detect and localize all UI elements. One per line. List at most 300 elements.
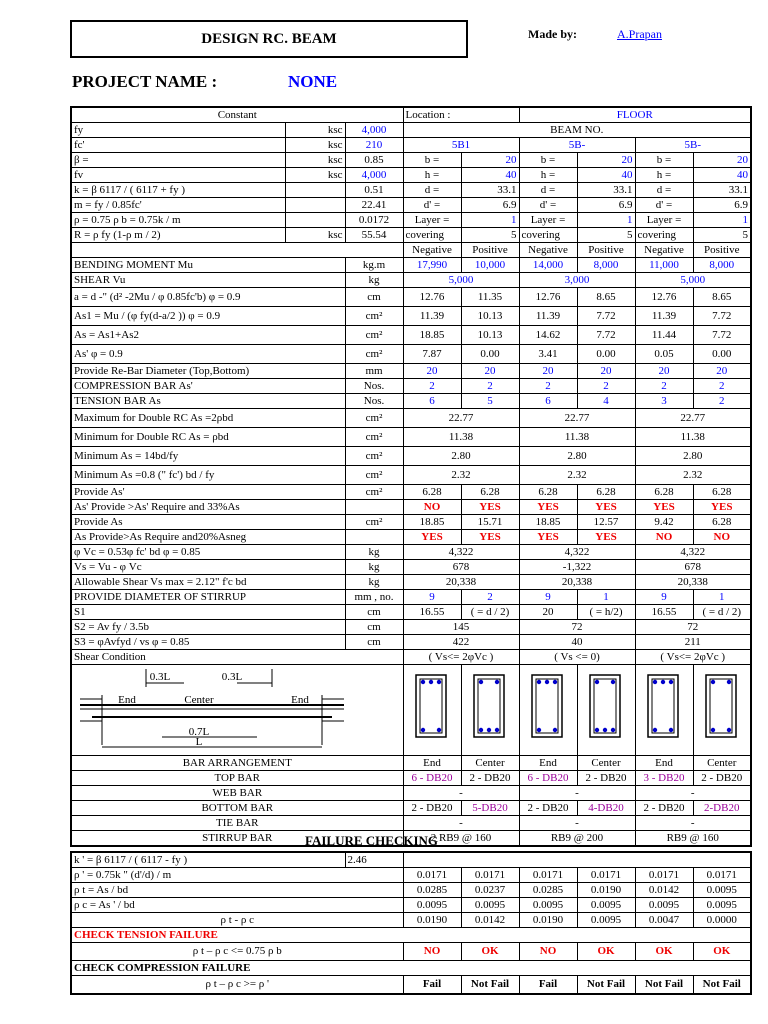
rebar-dot [611,728,615,732]
failure-value: 0.0095 [693,898,751,913]
failure-value: 0.0047 [635,913,693,928]
arrangement-value: - [403,786,519,801]
constant-value: 55.54 [345,228,403,243]
design-value: 6 [519,394,577,409]
dim-label: h = [403,168,461,183]
rebar-dot [421,728,425,732]
dim-value: 20 [461,153,519,168]
tension-value: NO [403,943,461,961]
rebar-dot [669,728,673,732]
design-value: 11.39 [519,307,577,326]
failure-label: ρ ' = 0.75k " (d'/d) / m [71,868,403,883]
design-value: 5 [461,394,519,409]
s1-value: ( = d / 2) [693,605,751,620]
failure-value: 0.0285 [519,883,577,898]
dim-value: 33.1 [577,183,635,198]
failure-value: 0.0171 [693,868,751,883]
shear-condition-value: ( Vs <= 0) [519,650,635,665]
rebar-dot [537,680,541,684]
design-label: TENSION BAR As [71,394,345,409]
s3-value: 422 [403,635,519,650]
dim-value: 40 [461,168,519,183]
design-value: 6 [403,394,461,409]
failure-label: ρ c = As ' / bd [71,898,403,913]
dim-value: 40 [577,168,635,183]
constant-unit: ksc [285,228,345,243]
constant-label: k = β 6117 / ( 6117 + fy ) [71,183,285,198]
rebar-dot [669,680,673,684]
design-unit: cm [345,288,403,307]
rebar-dot [611,680,615,684]
moment-value: 17,990 [403,258,461,273]
failure-value: 0.0171 [635,868,693,883]
dim-label: d = [519,183,577,198]
design-value: 20 [693,364,751,379]
constant-value: 4,000 [345,168,403,183]
comp-value: Not Fail [461,976,519,994]
k-prime-row [71,852,751,868]
provide_as-value: 15.71 [461,515,519,530]
constant-label: ρ = 0.75 ρ b = 0.75k / m [71,213,285,228]
shear-check-label: Allowable Shear Vs max = 2.12" f'c bd [71,575,345,590]
stirrup-row [71,590,751,605]
provide_as-unit: cm² [345,515,403,530]
check_asp-value: YES [693,500,751,515]
design-value: 20 [635,364,693,379]
tension-title: CHECK TENSION FAILURE [71,928,751,943]
shear-check-value: 20,338 [519,575,635,590]
design-unit: cm² [345,307,403,326]
s2-value: 145 [403,620,519,635]
shear-value: 3,000 [519,273,635,288]
dim-value: 6.9 [693,198,751,213]
limit-value: 2.32 [635,466,751,485]
comp-value: Not Fail [577,976,635,994]
provide_as-value: 18.85 [519,515,577,530]
diagram-row [71,665,751,756]
dim-value: 5 [461,228,519,243]
check_asp-value: NO [403,500,461,515]
failure-value: 0.0190 [577,883,635,898]
design-label: As1 = Mu / (φ fy(d-a/2 )) φ = 0.9 [71,307,345,326]
design-value: 7.72 [693,307,751,326]
design-value: 2 [403,379,461,394]
stirrup-outline [652,679,674,733]
negative-label: Negative [635,243,693,258]
rebar-dot [553,680,557,684]
dim-label: d = [635,183,693,198]
tension-value: OK [577,943,635,961]
arrangement-label: BOTTOM BAR [71,801,403,816]
stirrup-outline [420,679,442,733]
check_as-value: YES [403,530,461,545]
stirrup-outline [710,679,732,733]
design-value: 20 [577,364,635,379]
shear-check-unit: kg [345,575,403,590]
provide_asp-value: 6.28 [461,485,519,500]
limit-unit: cm² [345,409,403,428]
s3-value: 211 [635,635,751,650]
rebar-dot [537,728,541,732]
rebar-dot [421,680,425,684]
comp-value: Fail [519,976,577,994]
shear-condition-label: Shear Condition [71,650,403,665]
constant-unit: ksc [285,153,345,168]
negative-label: Negative [403,243,461,258]
stirrup-value: 1 [577,590,635,605]
s1-unit: cm [345,605,403,620]
diagram-label: 0.7L [188,726,210,738]
diagram-label: 0.3L [149,671,171,683]
design-row [71,394,751,409]
limit-label: Maximum for Double RC As =2ρbd [71,409,345,428]
arrangement-col: End [635,756,693,771]
beam-section-icon [404,665,460,751]
shear-check-value: 678 [403,560,519,575]
arrangement-value: 6 - DB20 [519,771,577,786]
failure-value: 0.0095 [403,898,461,913]
project-name: NONE [288,72,338,91]
moment-label: BENDING MOMENT Mu [71,258,345,273]
design-row [71,307,751,326]
rebar-dot [595,680,599,684]
check_as-label: As Provide>As Require and20%Asneg [71,530,345,545]
limit-unit: cm² [345,428,403,447]
failure-value: 0.0285 [403,883,461,898]
dim-label: d = [403,183,461,198]
rebar-dot [595,728,599,732]
constant-unit [285,198,345,213]
failure-value: 0.0237 [461,883,519,898]
design-table [70,106,752,847]
moment-unit: kg.m [345,258,403,273]
arrangement-value: 2 - DB20 [693,771,751,786]
dim-value: 33.1 [461,183,519,198]
dim-value: 5 [693,228,751,243]
location-label: Location : [403,107,519,123]
check_asp-value: YES [577,500,635,515]
dim-label: covering [403,228,461,243]
design-value: 12.76 [635,288,693,307]
beam-section-icon [694,665,750,751]
dim-value: 1 [693,213,751,228]
s1-value: 16.55 [635,605,693,620]
shear-check-value: 4,322 [519,545,635,560]
failure-value: 0.0000 [693,913,751,928]
constant-value: 4,000 [345,123,403,138]
failure-row [71,913,751,928]
limit-label: Minimum As =0.8 (" fc') bd / fy [71,466,345,485]
s3-value: 40 [519,635,635,650]
arrangement-label: TIE BAR [71,816,403,831]
s2-value: 72 [635,620,751,635]
design-value: 14.62 [519,326,577,345]
design-value: 18.85 [403,326,461,345]
s3-row [71,635,751,650]
failure-row [71,868,751,883]
failure-table [70,851,752,995]
shear-label: SHEAR Vu [71,273,345,288]
moment-value: 8,000 [693,258,751,273]
design-value: 11.35 [461,288,519,307]
moment-row [71,258,751,273]
check_asp-value: YES [519,500,577,515]
negative-label: Negative [519,243,577,258]
s1-row [71,605,751,620]
moment-value: 11,000 [635,258,693,273]
shear-check-value: -1,322 [519,560,635,575]
design-row [71,345,751,364]
design-value: 3 [635,394,693,409]
design-value: 0.05 [635,345,693,364]
author-link[interactable]: A.Prapan [617,27,662,41]
shear-check-row [71,575,751,590]
check_as-value: NO [693,530,751,545]
constant-unit [285,183,345,198]
provide_as-value: 9.42 [635,515,693,530]
constant-row [71,213,751,228]
dim-value: 20 [693,153,751,168]
rebar-dot [437,680,441,684]
arrangement-value: 2 - DB20 [461,771,519,786]
limit-value: 2.80 [403,447,519,466]
tension-value: OK [693,943,751,961]
provide_asp-value: 6.28 [693,485,751,500]
limit-label: Minimum As = 14bd/fy [71,447,345,466]
design-value: 11.39 [635,307,693,326]
design-value: 0.00 [577,345,635,364]
design-label: COMPRESSION BAR As' [71,379,345,394]
stirrup-label: PROVIDE DIAMETER OF STIRRUP [71,590,345,605]
k-prime-value: 2.46 [345,852,403,868]
design-unit: Nos. [345,394,403,409]
blank [403,852,751,868]
constant-value: 0.0172 [345,213,403,228]
shear-condition-row [71,650,751,665]
project-label: PROJECT NAME : [72,72,218,91]
s1-value: 20 [519,605,577,620]
arrangement-value: 2 - DB20 [519,801,577,816]
check_asp-label: As' Provide >As' Require and 33%As [71,500,345,515]
shear-check-value: 4,322 [635,545,751,560]
constant-value: 22.41 [345,198,403,213]
limit-row [71,447,751,466]
location-value: FLOOR [519,107,751,123]
check_asp-unit [345,500,403,515]
dim-value: 1 [577,213,635,228]
dim-label: h = [519,168,577,183]
dim-value: 6.9 [461,198,519,213]
design-row [71,326,751,345]
dim-label: d' = [635,198,693,213]
failure-value: 0.0190 [519,913,577,928]
design-value: 20 [403,364,461,379]
arrangement-col: End [519,756,577,771]
constant-header-row [71,107,751,123]
positive-label: Positive [577,243,635,258]
constant-label: R = ρ fy (1-ρ m / 2) [71,228,285,243]
comp-value: Not Fail [693,976,751,994]
dim-label: Layer = [403,213,461,228]
provide_as-value: 6.28 [693,515,751,530]
arrangement-value: RB9 @ 160 [635,831,751,847]
constant-header: Constant [71,107,403,123]
design-row [71,379,751,394]
dim-value: 6.9 [577,198,635,213]
shear-condition-value: ( Vs<= 2φVc ) [403,650,519,665]
dim-value: 40 [693,168,751,183]
arrangement-value: 2 - DB20 [635,801,693,816]
limit-label: Minimum for Double RC As = ρbd [71,428,345,447]
constant-row [71,153,751,168]
design-value: 20 [461,364,519,379]
comp-title: CHECK COMPRESSION FAILURE [71,961,751,976]
shear-check-row [71,545,751,560]
failure-label: ρ t = As / bd [71,883,403,898]
arrangement-value: - [519,786,635,801]
tension-label: ρ t – ρ c <= 0.75 ρ b [71,943,403,961]
made-by-label: Made by: [528,27,577,41]
constant-unit: ksc [285,168,345,183]
tension-value: OK [635,943,693,961]
page-title: DESIGN RC. BEAM [70,20,468,58]
arrangement-label: WEB BAR [71,786,403,801]
limit-value: 2.32 [519,466,635,485]
rebar-dot [653,680,657,684]
provide_asp-value: 6.28 [519,485,577,500]
constant-label: fc' [71,138,285,153]
shear-unit: kg [345,273,403,288]
neg-pos-row [71,243,751,258]
arrangement-value: 6 - DB20 [403,771,461,786]
design-value: 0.00 [693,345,751,364]
stirrup-value: 9 [403,590,461,605]
design-value: 3.41 [519,345,577,364]
rebar-dot [487,728,491,732]
limit-value: 11.38 [635,428,751,447]
positive-label: Positive [461,243,519,258]
dim-label: d' = [519,198,577,213]
failure-value: 0.0142 [635,883,693,898]
limit-value: 22.77 [519,409,635,428]
dim-label: b = [403,153,461,168]
design-value: 10.13 [461,326,519,345]
dim-label: h = [635,168,693,183]
shear-check-value: 20,338 [635,575,751,590]
constant-label: m = fy / 0.85fc' [71,198,285,213]
design-value: 2 [693,394,751,409]
failure-value: 0.0095 [461,898,519,913]
check_as-value: YES [577,530,635,545]
check_as-value: YES [461,530,519,545]
section-drawing-cell [635,665,693,756]
shear-check-value: 4,322 [403,545,519,560]
limit-value: 2.80 [635,447,751,466]
check_as-row [71,530,751,545]
diagram-label: 0.3L [221,671,243,683]
limit-value: 11.38 [403,428,519,447]
provide_as-row [71,515,751,530]
arrangement-value: - [635,816,751,831]
design-unit: mm [345,364,403,379]
arrangement-col: Center [461,756,519,771]
provide_asp-value: 6.28 [577,485,635,500]
arrangement-label: STIRRUP BAR [71,831,403,847]
provide_asp-value: 6.28 [403,485,461,500]
section-drawing-cell [577,665,635,756]
stirrup-value: 1 [693,590,751,605]
failure-value: 0.0095 [577,898,635,913]
stirrup-value: 9 [519,590,577,605]
design-value: 11.39 [403,307,461,326]
arrangement-value: 2 - DB20 [403,801,461,816]
stirrup-value: 9 [635,590,693,605]
positive-label: Positive [693,243,751,258]
s2-label: S2 = Av fy / 3.5b [71,620,345,635]
design-value: 4 [577,394,635,409]
constant-row [71,123,751,138]
beam-name: 5B1 [403,138,519,153]
limit-unit: cm² [345,466,403,485]
s3-unit: cm [345,635,403,650]
check_asp-value: YES [635,500,693,515]
constant-value: 210 [345,138,403,153]
check_as-unit [345,530,403,545]
dim-label: covering [635,228,693,243]
diagram-label: Center [184,694,214,706]
dim-label: covering [519,228,577,243]
arrangement-value: 2 - DB20 [577,771,635,786]
comp-value: Not Fail [635,976,693,994]
provide_as-value: 18.85 [403,515,461,530]
dim-value: 5 [577,228,635,243]
design-value: 12.76 [403,288,461,307]
dim-value: 33.1 [693,183,751,198]
limit-value: 22.77 [635,409,751,428]
check_asp-row [71,500,751,515]
limit-value: 2.32 [403,466,519,485]
design-row [71,288,751,307]
provide_as-label: Provide As [71,515,345,530]
dim-label: Layer = [635,213,693,228]
design-value: 0.00 [461,345,519,364]
section-drawing-cell [693,665,751,756]
s1-value: ( = d / 2) [461,605,519,620]
limit-row [71,428,751,447]
constant-row [71,168,751,183]
constant-unit: ksc [285,123,345,138]
design-value: 12.76 [519,288,577,307]
rebar-dot [711,728,715,732]
design-value: 2 [635,379,693,394]
arrangement-header-row [71,756,751,771]
beam-section-icon [520,665,576,751]
constant-value: 0.51 [345,183,403,198]
rebar-dot [495,680,499,684]
rebar-dot [727,680,731,684]
s1-value: 16.55 [403,605,461,620]
constant-row [71,198,751,213]
design-value: 10.13 [461,307,519,326]
section-drawing-cell [519,665,577,756]
beam-name: 5B- [635,138,751,153]
design-row [71,364,751,379]
beam-section-icon [636,665,692,751]
arrangement-value: 3 - DB20 [635,771,693,786]
arrangement-col: End [403,756,461,771]
constant-unit: ksc [285,138,345,153]
constant-row [71,138,751,153]
